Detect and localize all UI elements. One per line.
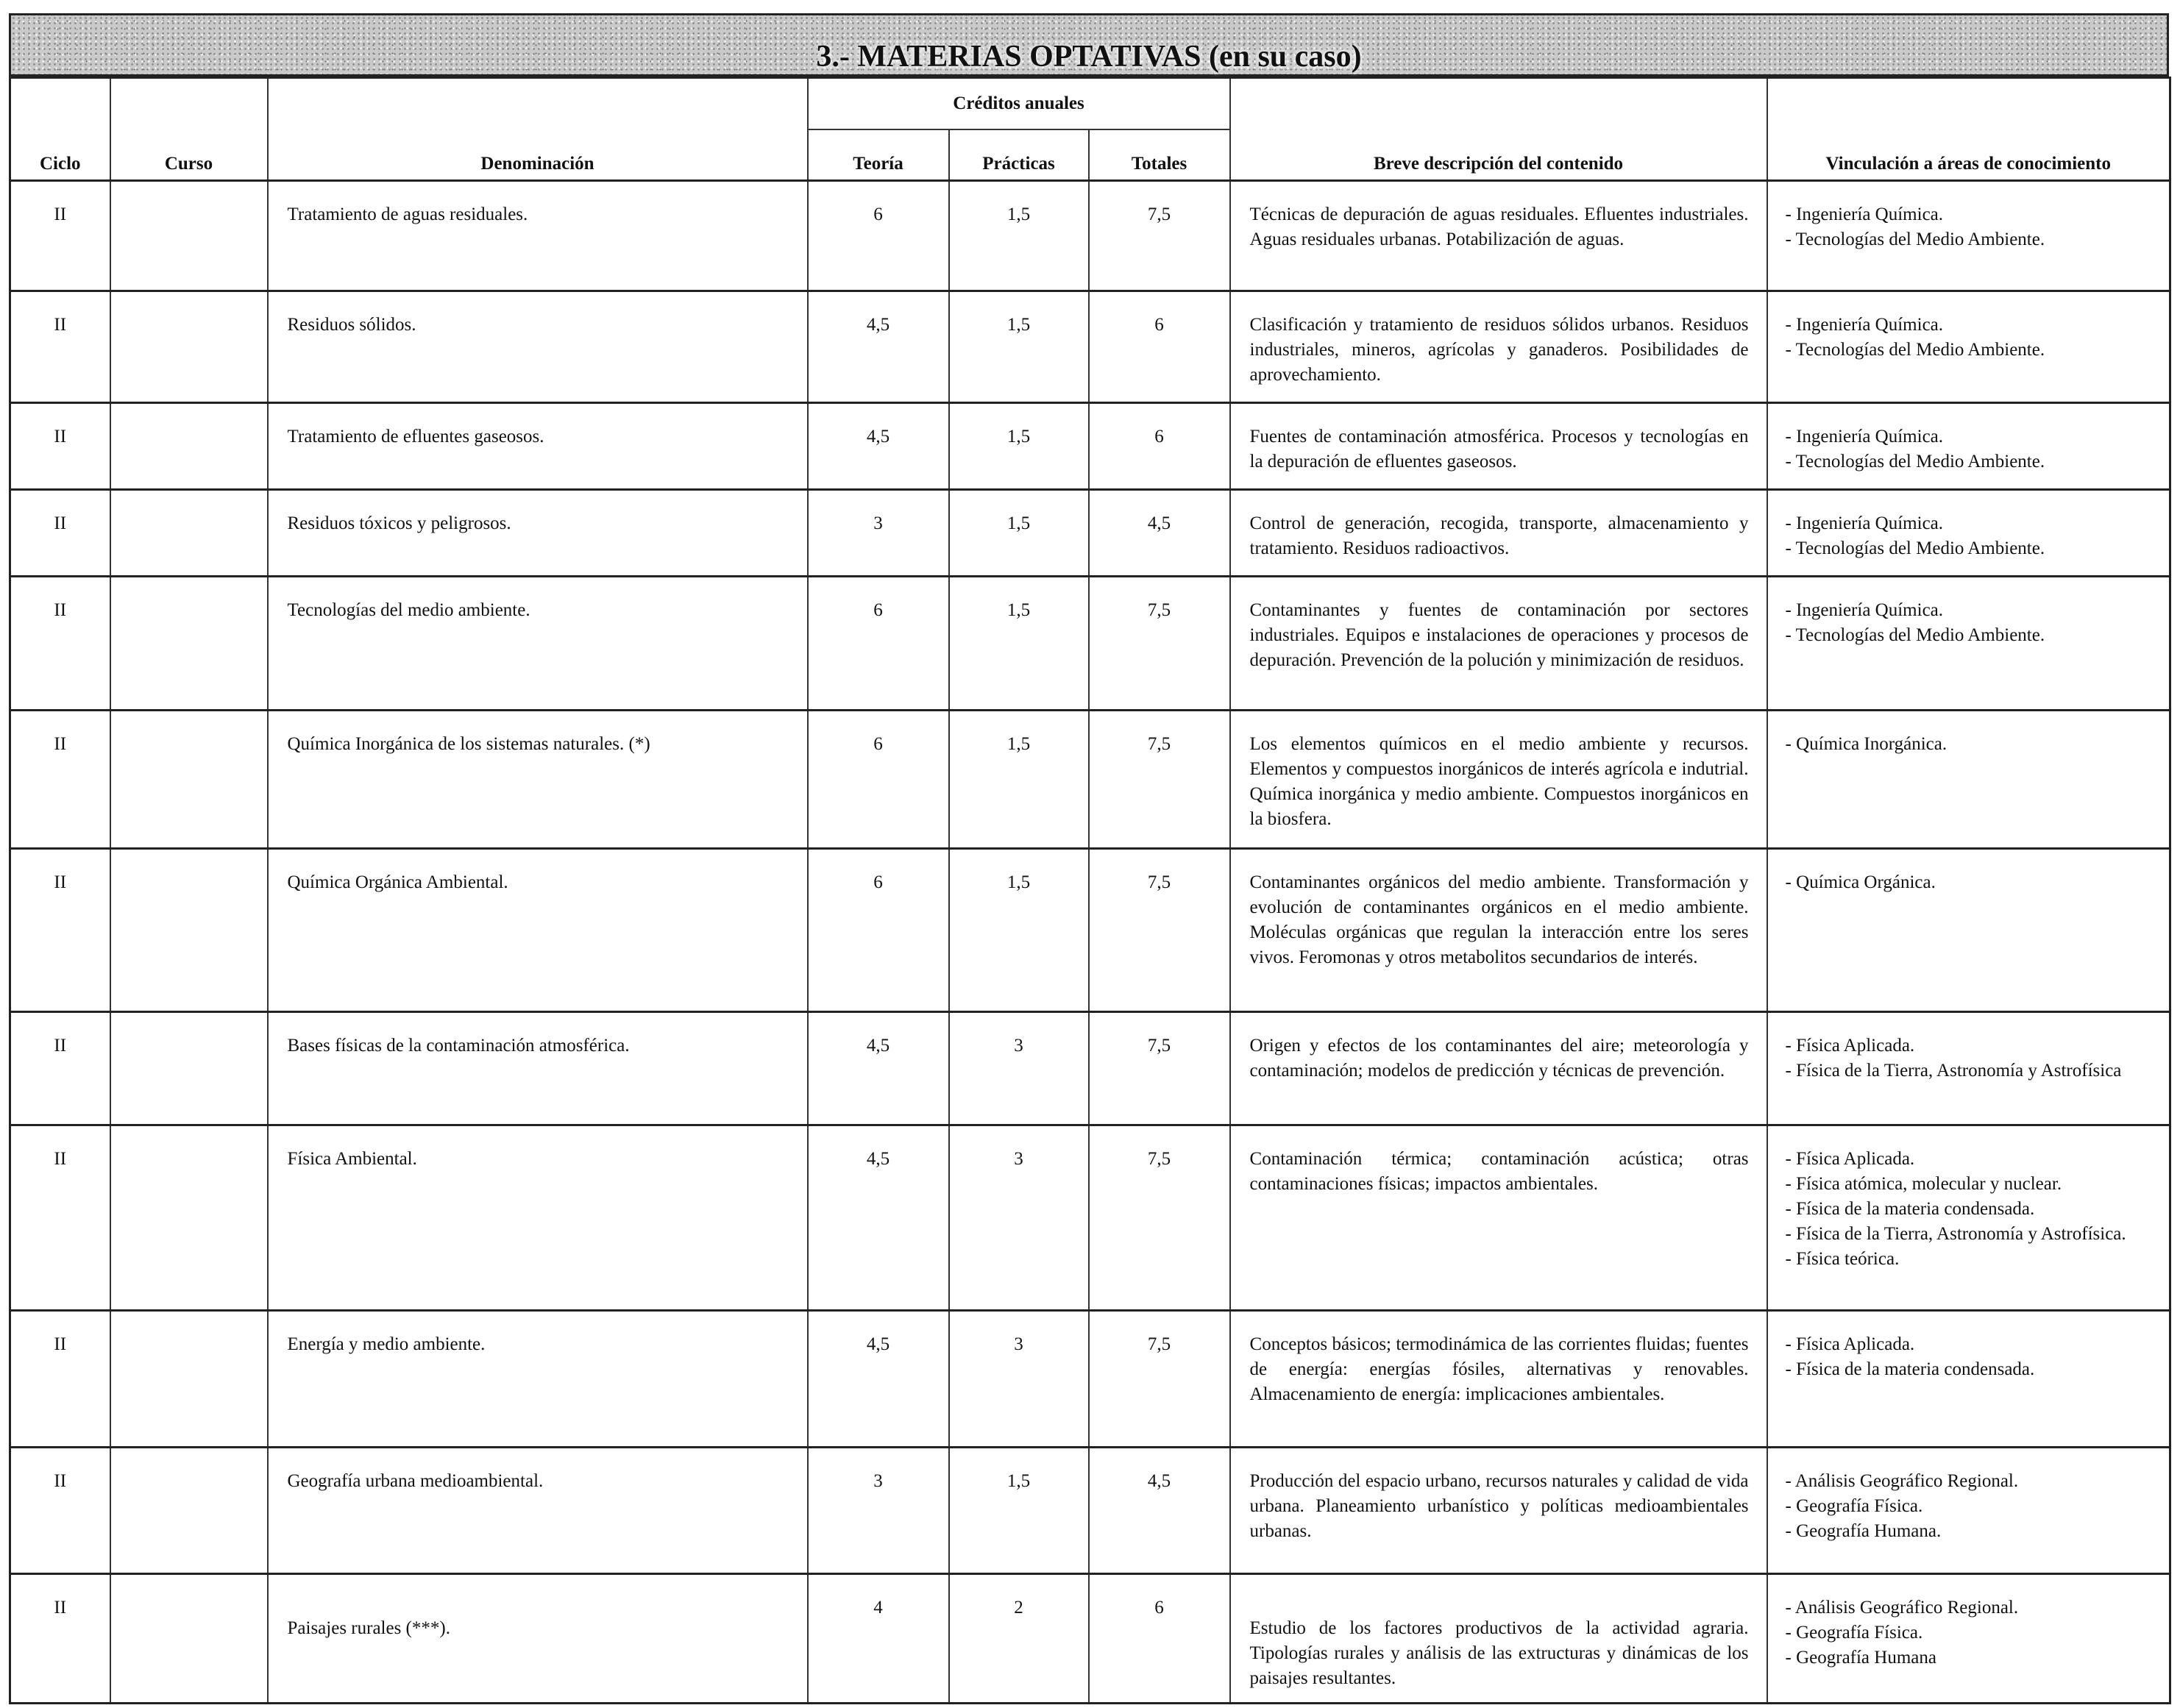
header-denominacion: Denominación xyxy=(268,78,808,181)
table-row xyxy=(10,1448,2170,1574)
cell-descripcion: Fuentes de contaminación atmosférica. Procesos y tecnologías en la depuración de efluentes gaseosos. xyxy=(1230,403,1767,490)
cell-teoria: 3 xyxy=(808,1448,949,1574)
cell-descripcion: Contaminantes orgánicos del medio ambiente. Transformación y evolución de contaminantes orgánicos en el medio ambiente. Moléculas orgánicas que regulan la interacción entre los seres vivos. Feromonas y otros metabolitos secundarios de interés. xyxy=(1230,849,1767,1012)
table-row xyxy=(10,291,2170,403)
table-row xyxy=(10,1125,2170,1311)
header-creditos: Créditos anuales xyxy=(808,78,1230,129)
cell-vinculacion xyxy=(1767,1574,2170,1704)
cell-curso xyxy=(110,1311,268,1448)
cell-practicas: 1,5 xyxy=(949,577,1089,711)
area-item: - Tecnologías del Medio Ambiente. xyxy=(1785,452,2045,472)
cell-practicas: 3 xyxy=(949,1311,1089,1448)
table-row xyxy=(10,181,2170,291)
area-item: - Química Inorgánica. xyxy=(1785,734,1948,754)
cell-totales: 7,5 xyxy=(1089,711,1230,849)
table-row xyxy=(10,577,2170,711)
cell-descripcion: Los elementos químicos en el medio ambiente y recursos. Elementos y compuestos inorgánicos de interés agrícola e indutrial. Química inorgánica y medio ambiente. Compuestos inorgánicos en la biosfera. xyxy=(1230,711,1767,849)
cell-practicas: 1,5 xyxy=(949,403,1089,490)
cell-curso xyxy=(110,1448,268,1574)
cell-teoria: 4,5 xyxy=(808,1311,949,1448)
area-item: - Ingeniería Química. xyxy=(1785,600,1944,620)
cell-denominacion: Física Ambiental. xyxy=(268,1125,808,1311)
header-practicas: Prácticas xyxy=(949,129,1089,181)
header-descripcion: Breve descripción del contenido xyxy=(1230,78,1767,181)
cell-practicas: 1,5 xyxy=(949,1448,1089,1574)
header-teoria: Teoría xyxy=(808,129,949,181)
cell-teoria: 6 xyxy=(808,577,949,711)
area-item: - Física de la materia condensada. xyxy=(1785,1199,2035,1219)
area-item: - Ingeniería Química. xyxy=(1785,427,1944,446)
document-frame xyxy=(9,13,2169,1692)
table-row xyxy=(10,490,2170,577)
cell-curso xyxy=(110,291,268,403)
area-item: - Geografía Física. xyxy=(1785,1623,1923,1643)
header-vinculacion: Vinculación a áreas de conocimiento xyxy=(1767,78,2170,181)
cell-practicas: 3 xyxy=(949,1125,1089,1311)
area-item: - Física de la materia condensada. xyxy=(1785,1359,2035,1379)
cell-totales: 6 xyxy=(1089,1574,1230,1704)
cell-vinculacion xyxy=(1767,181,2170,291)
cell-practicas: 2 xyxy=(949,1574,1089,1704)
area-item: - Física de la Tierra, Astronomía y Astrofísica. xyxy=(1785,1224,2126,1244)
cell-totales: 7,5 xyxy=(1089,1012,1230,1125)
header-totales: Totales xyxy=(1089,129,1230,181)
cell-totales: 7,5 xyxy=(1089,1125,1230,1311)
cell-ciclo: II xyxy=(10,1448,110,1574)
cell-denominacion: Residuos sólidos. xyxy=(268,291,808,403)
cell-practicas: 1,5 xyxy=(949,181,1089,291)
cell-totales: 7,5 xyxy=(1089,849,1230,1012)
cell-curso xyxy=(110,1012,268,1125)
area-item: - Análisis Geográfico Regional. xyxy=(1785,1598,2019,1618)
cell-teoria: 4 xyxy=(808,1574,949,1704)
cell-practicas: 3 xyxy=(949,1012,1089,1125)
cell-practicas: 1,5 xyxy=(949,849,1089,1012)
cell-vinculacion xyxy=(1767,1311,2170,1448)
cell-curso xyxy=(110,577,268,711)
cell-descripcion: Producción del espacio urbano, recursos naturales y calidad de vida urbana. Planeamiento urbanístico y políticas medioambientales urbanas. xyxy=(1230,1448,1767,1574)
cell-teoria: 4,5 xyxy=(808,291,949,403)
cell-totales: 7,5 xyxy=(1089,1311,1230,1448)
cell-totales: 6 xyxy=(1089,403,1230,490)
cell-vinculacion xyxy=(1767,1012,2170,1125)
cell-descripcion: Estudio de los factores productivos de la actividad agraria. Tipologías rurales y análisis de las extructuras y dinámicas de los paisajes resultantes. xyxy=(1230,1574,1767,1704)
cell-ciclo: II xyxy=(10,849,110,1012)
cell-curso xyxy=(110,711,268,849)
cell-totales: 7,5 xyxy=(1089,577,1230,711)
cell-curso xyxy=(110,1125,268,1311)
cell-denominacion: Tratamiento de aguas residuales. xyxy=(268,181,808,291)
cell-curso xyxy=(110,403,268,490)
cell-vinculacion xyxy=(1767,849,2170,1012)
cell-descripcion: Contaminantes y fuentes de contaminación por sectores industriales. Equipos e instalaciones de operaciones y procesos de depuración. Prevención de la polución y minimización de residuos. xyxy=(1230,577,1767,711)
table-row xyxy=(10,711,2170,849)
table-row xyxy=(10,1311,2170,1448)
cell-descripcion: Origen y efectos de los contaminantes del aire; meteorología y contaminación; modelos de predicción y técnicas de prevención. xyxy=(1230,1012,1767,1125)
cell-teoria: 3 xyxy=(808,490,949,577)
area-item: - Física atómica, molecular y nuclear. xyxy=(1785,1174,2062,1194)
cell-descripcion: Técnicas de depuración de aguas residuales. Efluentes industriales. Aguas residuales urbanas. Potabilización de aguas. xyxy=(1230,181,1767,291)
area-item: - Tecnologías del Medio Ambiente. xyxy=(1785,538,2045,558)
cell-teoria: 4,5 xyxy=(808,403,949,490)
cell-teoria: 6 xyxy=(808,711,949,849)
header-ciclo: Ciclo xyxy=(10,78,110,181)
cell-practicas: 1,5 xyxy=(949,711,1089,849)
cell-totales: 4,5 xyxy=(1089,1448,1230,1574)
cell-ciclo: II xyxy=(10,1012,110,1125)
cell-teoria: 4,5 xyxy=(808,1125,949,1311)
table-row xyxy=(10,1574,2170,1704)
cell-totales: 4,5 xyxy=(1089,490,1230,577)
cell-ciclo: II xyxy=(10,1125,110,1311)
area-item: - Física de la Tierra, Astronomía y Astrofísica xyxy=(1785,1061,2122,1081)
cell-denominacion: Tratamiento de efluentes gaseosos. xyxy=(268,403,808,490)
cell-vinculacion xyxy=(1767,711,2170,849)
cell-ciclo: II xyxy=(10,1311,110,1448)
cell-denominacion: Química Inorgánica de los sistemas naturales. (*) xyxy=(268,711,808,849)
page-title: 3.- MATERIAS OPTATIVAS (en su caso) xyxy=(816,40,1362,74)
cell-vinculacion xyxy=(1767,403,2170,490)
area-item: - Ingeniería Química. xyxy=(1785,513,1944,533)
cell-denominacion: Geografía urbana medioambiental. xyxy=(268,1448,808,1574)
cell-teoria: 6 xyxy=(808,849,949,1012)
cell-denominacion: Tecnologías del medio ambiente. xyxy=(268,577,808,711)
cell-curso xyxy=(110,1574,268,1704)
cell-descripcion: Control de generación, recogida, transporte, almacenamiento y tratamiento. Residuos radioactivos. xyxy=(1230,490,1767,577)
cell-ciclo: II xyxy=(10,403,110,490)
area-item: - Geografía Humana. xyxy=(1785,1521,1942,1541)
cell-totales: 6 xyxy=(1089,291,1230,403)
area-item: - Tecnologías del Medio Ambiente. xyxy=(1785,229,2045,249)
area-item: - Física Aplicada. xyxy=(1785,1149,1915,1169)
table-body xyxy=(10,181,2170,1704)
cell-descripcion: Conceptos básicos; termodinámica de las corrientes fluidas; fuentes de energía: energías fósiles, alternativas y renovables. Almacenamiento de energía: implicaciones ambientales. xyxy=(1230,1311,1767,1448)
header-curso: Curso xyxy=(110,78,268,181)
area-item: - Ingeniería Química. xyxy=(1785,315,1944,335)
cell-descripcion: Clasificación y tratamiento de residuos sólidos urbanos. Residuos industriales, mineros, agrícolas y ganaderos. Posibilidades de aprovechamiento. xyxy=(1230,291,1767,403)
cell-ciclo: II xyxy=(10,711,110,849)
cell-totales: 7,5 xyxy=(1089,181,1230,291)
cell-ciclo: II xyxy=(10,291,110,403)
cell-curso xyxy=(110,849,268,1012)
cell-vinculacion xyxy=(1767,1448,2170,1574)
cell-denominacion: Paisajes rurales (***). xyxy=(268,1574,808,1704)
area-item: - Física Aplicada. xyxy=(1785,1334,1915,1354)
cell-denominacion: Química Orgánica Ambiental. xyxy=(268,849,808,1012)
title-band xyxy=(9,13,2169,76)
area-item: - Física Aplicada. xyxy=(1785,1036,1915,1056)
table-row xyxy=(10,403,2170,490)
area-item: - Ingeniería Química. xyxy=(1785,204,1944,224)
cell-vinculacion xyxy=(1767,291,2170,403)
cell-denominacion: Bases físicas de la contaminación atmosférica. xyxy=(268,1012,808,1125)
cell-practicas: 1,5 xyxy=(949,291,1089,403)
area-item: - Geografía Humana xyxy=(1785,1648,1936,1668)
area-item: - Química Orgánica. xyxy=(1785,872,1936,892)
cell-descripcion: Contaminación térmica; contaminación acústica; otras contaminaciones físicas; impactos ambientales. xyxy=(1230,1125,1767,1311)
area-item: - Tecnologías del Medio Ambiente. xyxy=(1785,625,2045,645)
cell-practicas: 1,5 xyxy=(949,490,1089,577)
cell-vinculacion xyxy=(1767,577,2170,711)
cell-vinculacion xyxy=(1767,1125,2170,1311)
cell-teoria: 6 xyxy=(808,181,949,291)
cell-teoria: 4,5 xyxy=(808,1012,949,1125)
area-item: - Física teórica. xyxy=(1785,1249,1900,1269)
table-row xyxy=(10,1012,2170,1125)
cell-ciclo: II xyxy=(10,577,110,711)
area-item: - Geografía Física. xyxy=(1785,1496,1923,1516)
cell-ciclo: II xyxy=(10,1574,110,1704)
cell-ciclo: II xyxy=(10,181,110,291)
area-item: - Análisis Geográfico Regional. xyxy=(1785,1471,2019,1491)
optional-subjects-table xyxy=(9,76,2171,1704)
cell-curso xyxy=(110,181,268,291)
area-item: - Tecnologías del Medio Ambiente. xyxy=(1785,340,2045,360)
cell-curso xyxy=(110,490,268,577)
cell-denominacion: Energía y medio ambiente. xyxy=(268,1311,808,1448)
cell-ciclo: II xyxy=(10,490,110,577)
table-row xyxy=(10,849,2170,1012)
cell-vinculacion xyxy=(1767,490,2170,577)
cell-denominacion: Residuos tóxicos y peligrosos. xyxy=(268,490,808,577)
